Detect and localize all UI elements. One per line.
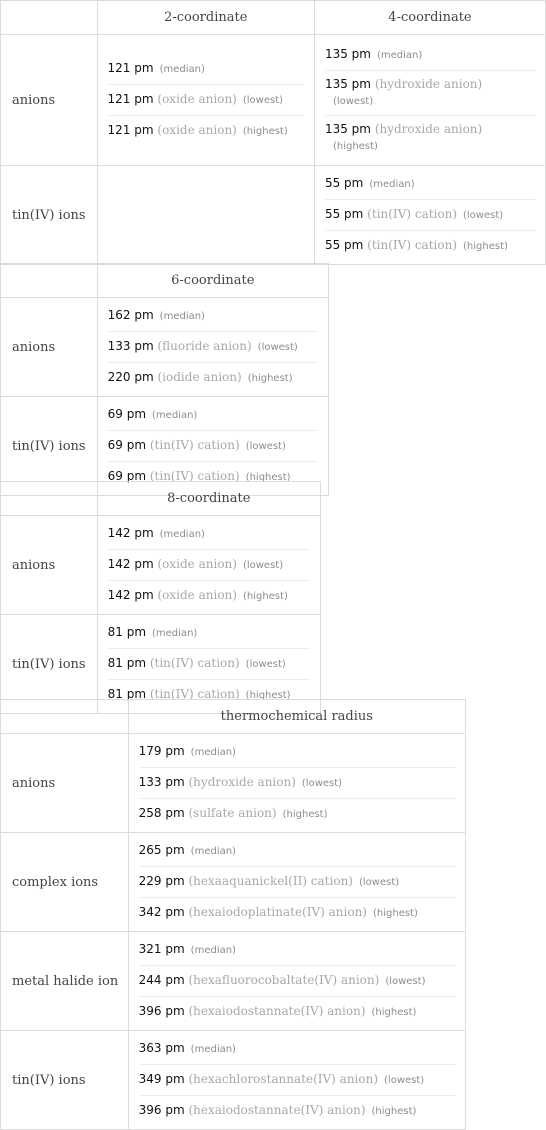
table-row [1,516,321,615]
entry-list [325,40,535,160]
entry-list [108,618,310,710]
radius-value: 81 pm [107,625,147,639]
stat-tag: (median) [190,747,236,758]
list-item [108,115,304,146]
radius-value: 258 pm [138,806,185,820]
radius-value: 121 pm [107,92,154,106]
row-label: anions [1,35,98,166]
stat-tag: (median) [190,846,236,857]
stat-tag: (highest) [247,373,293,384]
list-item [325,230,535,261]
list-item [139,866,455,897]
stat-tag: (lowest) [257,342,298,353]
stat-tag: (lowest) [245,659,286,670]
table-row [1,298,329,397]
stat-tag: (highest) [372,908,418,919]
radius-value: 81 pm [107,687,147,701]
corner-cell [1,700,129,734]
table-row [1,1031,466,1130]
value-cell [97,166,314,265]
species-name: (hexaiodostannate(IV) anion) [188,1103,366,1117]
data-table [0,481,321,714]
species-name: (hydroxide anion) [188,775,296,789]
entry-list [139,1034,455,1126]
radius-value: 363 pm [138,1041,185,1055]
radius-value: 321 pm [138,942,185,956]
species-name: (tin(IV) cation) [149,438,240,452]
stat-tag: (lowest) [463,210,504,221]
radius-value: 55 pm [324,238,364,252]
radius-value: 229 pm [138,874,185,888]
species-name: (oxide anion) [157,557,237,571]
list-item [325,40,535,70]
header-row [1,264,329,298]
column-header: 2-coordinate [97,1,314,35]
radius-value: 135 pm [324,122,371,136]
stat-tag: (lowest) [384,1075,425,1086]
stat-tag: (median) [152,410,198,421]
entry-list [108,400,318,492]
radius-value: 133 pm [138,775,185,789]
stat-tag: (median) [369,179,415,190]
radius-value: 220 pm [107,370,154,384]
species-name: (tin(IV) cation) [149,469,240,483]
species-name: (tin(IV) cation) [367,207,457,221]
species-name: (tin(IV) cation) [149,687,240,701]
data-table [0,699,466,1130]
row-label: tin(IV) ions [1,397,98,496]
list-item [108,580,310,611]
corner-cell [1,482,98,516]
stat-tag: (highest) [463,241,508,252]
list-item [108,301,318,331]
list-item [108,331,318,362]
radius-value: 349 pm [138,1072,185,1086]
row-label: tin(IV) ions [1,615,98,714]
list-item [139,1064,455,1095]
entry-list [108,519,310,611]
row-label: complex ions [1,833,129,932]
entry-list [108,301,318,393]
value-cell [314,166,545,265]
value-cell [97,516,320,615]
data-table [0,0,546,265]
list-item [325,169,535,199]
stat-tag: (highest) [332,141,378,152]
stat-tag: (lowest) [332,96,374,107]
table-row [1,166,546,265]
stat-tag: (lowest) [385,976,426,987]
species-name: (hexaiodoplatinate(IV) anion) [188,905,367,919]
column-header: thermochemical radius [128,700,465,734]
list-item [139,836,455,866]
corner-cell [1,1,98,35]
table-row [1,932,466,1031]
stat-tag: (highest) [371,1007,417,1018]
stat-tag: (lowest) [245,441,286,452]
list-item [325,199,535,230]
stat-tag: (highest) [245,472,291,483]
row-label: tin(IV) ions [1,1031,129,1130]
row-label: metal halide ion [1,932,129,1031]
list-item [139,798,455,829]
value-cell [314,35,545,166]
entry-list [325,169,535,261]
row-label: anions [1,516,98,615]
header-row [1,1,546,35]
radius-value: 142 pm [107,557,154,571]
list-item [108,362,318,393]
stat-tag: (lowest) [358,877,400,888]
corner-cell [1,264,98,298]
radius-value: 396 pm [138,1103,185,1117]
stat-tag: (lowest) [242,95,284,106]
header-row [1,482,321,516]
stat-tag: (median) [152,628,198,639]
list-item [108,618,310,648]
list-item [139,1095,455,1126]
species-name: (tin(IV) cation) [367,238,457,252]
species-name: (oxide anion) [157,588,237,602]
radius-value: 142 pm [107,588,154,602]
species-name: (tin(IV) cation) [149,656,240,670]
value-cell [128,833,465,932]
list-item [139,965,455,996]
radius-value: 135 pm [324,47,371,61]
row-label: anions [1,298,98,397]
entry-list [139,737,455,829]
stat-tag: (highest) [282,809,328,820]
radius-value: 244 pm [138,973,185,987]
radius-value: 396 pm [138,1004,185,1018]
list-item [139,935,455,965]
data-table [0,263,329,496]
radius-value: 135 pm [324,77,371,91]
stat-tag: (highest) [242,591,288,602]
list-item [108,430,318,461]
header-row [1,700,466,734]
list-item [325,115,535,160]
radius-value: 133 pm [107,339,154,353]
stat-tag: (median) [159,529,205,540]
entry-list [139,836,455,928]
table-row [1,833,466,932]
list-item [108,648,310,679]
species-name: (hydroxide anion) [374,122,483,136]
radius-value: 179 pm [138,744,185,758]
stat-tag: (lowest) [242,560,284,571]
stat-tag: (median) [159,311,205,322]
species-name: (hexachlorostannate(IV) anion) [188,1072,379,1086]
radius-value: 81 pm [107,656,147,670]
column-header: 8-coordinate [97,482,320,516]
species-name: (fluoride anion) [157,339,252,353]
radius-value: 342 pm [138,905,185,919]
table-row [1,734,466,833]
value-cell [97,35,314,166]
list-item [325,70,535,115]
species-name: (oxide anion) [157,92,237,106]
column-header: 4-coordinate [314,1,545,35]
list-item [139,996,455,1027]
list-item [139,767,455,798]
list-item [139,1034,455,1064]
stat-tag: (highest) [242,126,288,137]
list-item [108,549,310,580]
entry-list [108,54,304,146]
radius-value: 69 pm [107,438,147,452]
species-name: (sulfate anion) [188,806,277,820]
entry-list [139,935,455,1027]
stat-tag: (median) [190,1044,236,1055]
stat-tag: (highest) [245,690,291,701]
radius-value: 69 pm [107,407,147,421]
radius-value: 265 pm [138,843,185,857]
list-item [108,84,304,115]
radius-value: 69 pm [107,469,147,483]
species-name: (iodide anion) [157,370,242,384]
list-item [108,519,310,549]
species-name: (hexaaquanickel(II) cation) [188,874,353,888]
species-name: (hydroxide anion) [374,77,483,91]
radius-value: 162 pm [107,308,154,322]
stat-tag: (lowest) [301,778,343,789]
radius-value: 55 pm [324,207,364,221]
list-item [139,897,455,928]
list-item [108,400,318,430]
stat-tag: (highest) [371,1106,417,1117]
radius-value: 142 pm [107,526,154,540]
stat-tag: (median) [190,945,236,956]
column-header: 6-coordinate [97,264,328,298]
row-label: anions [1,734,129,833]
radius-value: 55 pm [324,176,364,190]
species-name: (oxide anion) [157,123,237,137]
table-row [1,35,546,166]
row-label: tin(IV) ions [1,166,98,265]
value-cell [128,1031,465,1130]
value-cell [97,298,328,397]
value-cell [128,932,465,1031]
list-item [139,737,455,767]
species-name: (hexafluorocobaltate(IV) anion) [188,973,380,987]
list-item [108,54,304,84]
stat-tag: (median) [159,64,205,75]
stat-tag: (median) [376,50,423,61]
radius-value: 121 pm [107,61,154,75]
species-name: (hexaiodostannate(IV) anion) [188,1004,366,1018]
value-cell [128,734,465,833]
radius-value: 121 pm [107,123,154,137]
